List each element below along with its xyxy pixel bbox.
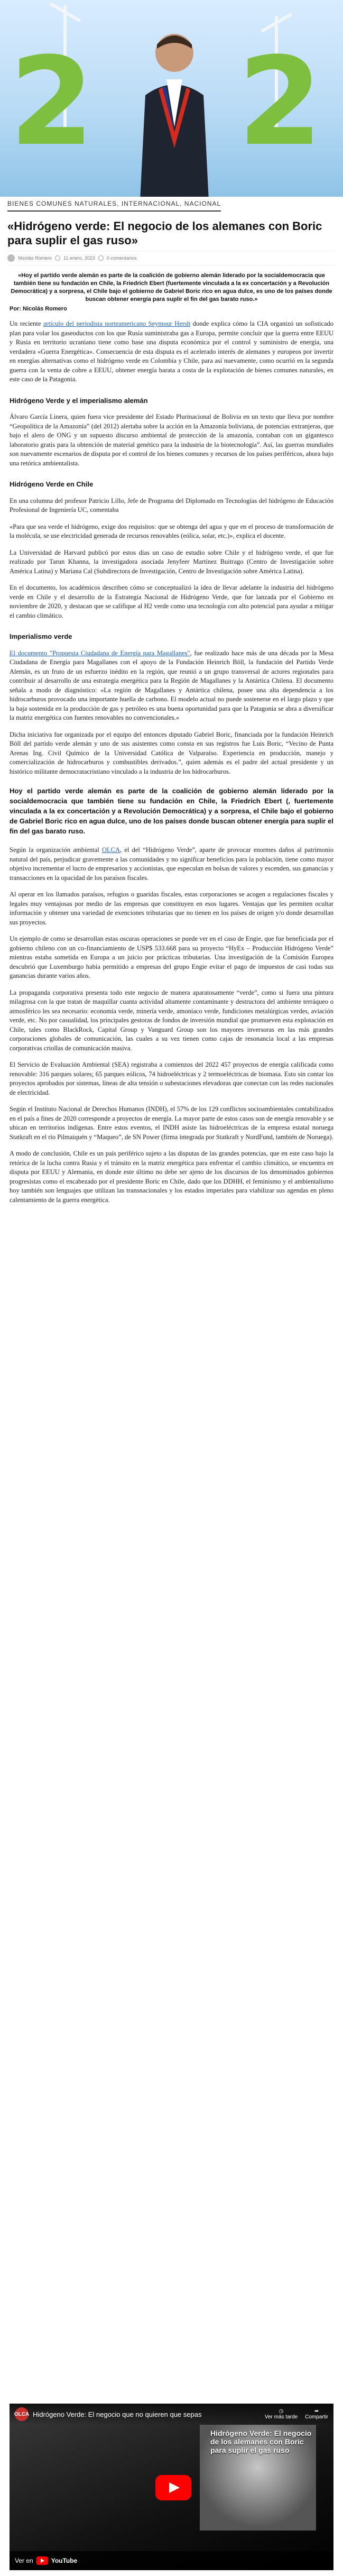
article-meta [7,251,336,265]
olca-link[interactable]: OLCA [101,846,120,854]
paragraph [10,319,333,384]
hero-digit-right: 2 [238,32,323,173]
comment-icon [98,255,104,261]
hero-image [0,0,343,197]
paragraph: El Servicio de Evaluación Ambiental (SEA) registraba a comienzos del 2022 457 proyectos de energía calificada como renovable: 316 parques solares; 65 parques eólicos, 74 hidroeléctricas y 2 termoeléctricas de biomasa. Esto sin contar los proyectos aprobados por sistemas, líneas de alta tensión o subestaciones elevadoras que conectan con las redes nacionales de electricidad. [10,1061,333,1096]
text: donde explica cómo la CIA organizó un sofisticado plan para volar los gaseoductos con los que Rusia suministraba gas a Europa, permite concluir que la guerra entre EEUU y Rusia en territorio ucraniano tiene como base una disputa económica por el control y suministro de energía, una verdadera «Guerra Energética». Consecuencia de esta disputa es el acelerado interés de alemanes y europeos por invertir en energías alternativas como el hidrógeno verde en Colombia y Chile, para así nuevamente, como ocurrió en la segunda guerra con la venta de cobre a EEUU, obtener energía barata a costa de la explotación de bienes comunes naturales, en este caso de la Patagonia. [10,320,333,383]
text: Un reciente [10,320,43,327]
article-lead: «Hoy el partido verde alemán es parte de la coalición de gobierno alemán liderado por la socialdemocracia que también tiene su fundación en Chile, la Friedrich Ebert (fuertemente vinculada a la ex concertación y a Revolución Democrática) y a sorpresa, el Chile bajo el gobierno de Gabriel Boric rico en agua dulce, es uno de los países donde buscan obtener energía para suplir el fin del gas barato ruso.» [11,272,332,302]
meta-author[interactable]: Nicolás Romero [18,255,52,261]
paragraph: «Para que sea verde el hidrógeno, exige dos requisitos: que se obtenga del agua y que en el proceso de transformación de la molécula, se use electricidad generada de recursos renovables (eólica, solar, etc.)», explica el docente. [10,522,333,539]
article-title: «Hidrógeno verde: El negocio de los alemanes con Boric para suplir el gas ruso» [7,219,322,247]
author-line: Por: Nicolás Romero [10,306,67,312]
paragraph: Un ejemplo de como se desarrollan estas oscuras operaciones se puede ver en el caso de Engie, que fue beneficiada por el gobierno chileno con un co-financiamiento de USP$ 533.668 para su proyecto “HyEx – Producción Hidrógeno Verde” mientras estaba sometida en Europa a un juicio por prácticas tributarias. Una investigación de la Comisión Europea descubrió que Luxemburgo había permitido a empresas del grupo Engie evitar el pago de impuestos de casi todas sus ganancias durante varios años. [10,935,333,979]
propuesta-document-link[interactable]: El documento "Propuesta Ciudadana de Energía para Magallanes" [10,649,190,657]
author-avatar [7,254,15,262]
hero-digit-left: 2 [10,32,95,173]
highlight-quote: Hoy el partido verde alemán es parte de la coalición de gobierno alemán liderado por la socialdemocracia que también tiene su fundación en Chile, la Friedrich Ebert (, fuertemente vinculada a la ex concertación y a Revolución Democrática) y a sorpresa, el Chile bajo el gobierno de Gabriel Boric rico en agua dulce, uno de los países donde buscan obtener energía para suplir el fin del gas barato ruso. [10,787,333,835]
paragraph: En una columna del profesor Patricio Lillo, Jefe de Programa del Diplomado en Tecnologías del hidrógeno de Educación Profesional de Ingeniería UC, comentaba [10,497,333,514]
video-footer[interactable] [10,2551,333,2570]
youtube-brand: YouTube [51,2557,78,2564]
text: Según la organización ambiental [10,846,102,854]
channel-logo[interactable]: OLCA [15,2407,29,2421]
watch-later-label: Ver más tarde [264,2414,298,2420]
paragraph: Según el Instituto Nacional de Derechos Humanos (INDH), el 57% de los 129 conflictos socioambientales contabilizados en el país a fines de 2020 corresponde a proyectos de energía. La mayor parte de estos casos son de energía renovable y se ubican en territorios indígenas. Entre estos eventos, el INDH asiste las hidroeléctricas de la empresa estatal noruega Statkraft en el río Pilmaiquén y “Maqueo”, de SN Power (firma integrada por Statkraft y NordFund, también de Noruega). [10,1105,333,1141]
paragraph: La Universidad de Harvard publicó por estos días un caso de estudio sobre Chile y el hidrógeno verde, el que fue realizado por Tarun Khanna, la investigadora asociada Jenyfeer Martínez Buitrago (Centro de Investigación sobre América Latina) y Mariana Cal (Subdirectora de Investigación, Centro de Investigación sobre América Latina). [10,548,333,575]
paragraph: Dicha iniciativa fue organizada por el equipo del entonces diputado Gabriel Boric, financiada por la fundación Heinrich Böll del partido verde alemán y uno de sus asistentes como consta en sus registros fue Luis Boric, “Vecino de Punta Arenas Ing. Civil Químico de la Universidad Católica de Valparaíso. Experiencia en producción, manejo y comercialización de hidrocarburos y combustibles derivados.”, quien además es el padre del actual presidente y un histórico militante democratacristiano vinculado a la industria de los hidrocarburos. [10,730,333,775]
play-button[interactable] [155,2475,191,2500]
section-heading-chile: Hidrógeno Verde en Chile [10,480,94,488]
paragraph: Álvaro García Linera, quien fuera vice presidente del Estado Plurinacional de Bolivia en un texto que lleva por nombre “Geopolítica de la Amazonía” (del 2012) alertaba sobre la acción en la Amazonía boliviana, de potencias extranjeras, que bajo el alero de ONG y un supuesto discurso ambiental de protección de la amazonía, contaban con un gigantesco laboratorio gratis para la obtención de material genético para la industria de la biotecnología”. Así, las guerras mundiales son nuevamente escenarios de disputa por el control de los bienes comunes y recursos de los países periféricos, ahora bajo una retórica ambientalista. [10,413,333,467]
video-actions [265,2408,328,2420]
hersh-article-link[interactable]: artículo del periodista norteamericano Seymour Hersh [43,320,191,327]
paragraph [10,649,333,723]
article-body [10,319,333,1205]
share-button[interactable]: ➦ Compartir [305,2408,328,2420]
clock-icon [55,255,60,261]
section-heading-imperialismo: Imperialismo verde [10,632,72,640]
paragraph [10,846,333,883]
paragraph: A modo de conclusión, Chile es un país periférico sujeto a las disputas de las grandes potencias, que en este caso bajo la retórica de la lucha contra Rusia y el tránsito en la matriz energética para enfrentar el cambio climático, se encuentra en disputa por EEUU y Alemania, en donde este último no debe ser ajeno de los discursos de los denominados gobiernos progresistas como el encabezado por el presidente Boric en Chile, dado que los DDHH, el feminismo y el ambientalismo hoy también son lenguajes que utilizan las transnacionales y los estados imperiales para viabilizar sus agendas en pleno calentamiento de la guerra energética. [10,1150,333,1204]
paragraph: La propaganda corporativa presenta todo este negocio de manera aparatosamente “verde”, como si fuera una pintura milagrosa con la que tratan de maquillar cuanta actividad altamente contaminante y destructora del ambiente terráqueo o atmosférico les sea necesario: economía verde, minería verde, amoníaco verde, fundiciones metalúrgicas verdes, aviación verde, etc. No por casualidad, los principales gestoras de fondos de inversión mundial que promueven esta explotación en Chile, tales como BlackRock, Capital Group y Vanguard Group son los mayores inversoras en las más grandes corporaciones globales de comunicación, las cuales a su vez tienen como cajas de resonancia local a las empresas corporativas criollas de comunicación masiva. [10,988,333,1052]
text: , el del “Hidrógeno Verde”, aparte de provocar enormes daños al patrimonio natural del país, perjudicar gravemente a las comunidades y no significar beneficios para la población, tiene como mayor objetivo incrementar el lucro de empresarios y accionistas, que especulan en bolsas de valores y escenden, sus ganancias y transacciones en la opacidad de los paraísos fiscales. [10,846,333,882]
watch-later-button[interactable]: ◷ Ver más tarde [264,2408,298,2420]
video-header [10,2404,333,2425]
paragraph: En el documento, los académicos describen cómo se conceptualizó la idea de llevar adelante la industria del hidrógeno verde en Chile y el desarrollo de la Estrategia Nacional de Hidrógeno Verde, que fue lanzada por el Gobierno en noviembre de 2020, y destacan que se califique al H2 verde como una tecnología con alto potencial para ayudar a mitigar el cambio climático. [10,584,333,619]
youtube-logo-icon [36,2556,48,2565]
video-caption: Hidrógeno Verde: El negocio de los alemanes con Boric para suplir el gas ruso [210,2429,312,2454]
portrait-figure [135,21,214,197]
section-heading-hidrogeno: Hidrógeno Verde y el imperialismo alemán [10,396,148,405]
video-title[interactable]: Hidrógeno Verde: El negocio que no quieren que sepas [33,2410,202,2418]
paragraph: Al operar en los llamados paraísos, refugios o guaridas fiscales, estas corporaciones se acogen a regulaciones fiscales y legales muy ventajosas por medio de las empresas que constituyen en esos lugares. Ventajas que les permiten ocultar información y obtener una variedad de exenciones tributarias que no tienen en los países de origen y/o donde desarrollan sus proyectos. [10,891,333,926]
watch-on-label: Ver en [15,2557,33,2564]
meta-date: 11 enero, 2023 [63,255,95,261]
share-label: Compartir [305,2414,328,2420]
text: , fue realizado hace más de una década por la Mesa Ciudadana de Energía para Magallanes con el apoyo de la Fundación Heinrich Böll, la fundación del Partido Verde Alemán, es un fruto de un esfuerzo inédito en la región, que reunió a un grupo transversal de actores regionales para contribuir al desarrollo de una estrategia energética para la Región de Magallanes y la Antártica Chilena. El documento señala a modo de diagnóstico: «La región de Magallanes y Antártica chilena, posee una alta dependencia a los hidrocarburos provocado una importante huella de carbono. El modelo actual no puede sostenerse en el largo plazo y que la baja sostenida en la producción de gas y petróleo es una buena oportunidad para que la Patagonia se abra a diversificar la matriz energética con fuentes renovables no convencionales.» [10,649,333,721]
article-categories[interactable]: BIENES COMUNES NATURALES, INTERNACIONAL, NACIONAL [7,200,221,212]
meta-comments[interactable]: 0 comentarios [106,255,137,261]
youtube-embed[interactable] [10,2404,333,2570]
